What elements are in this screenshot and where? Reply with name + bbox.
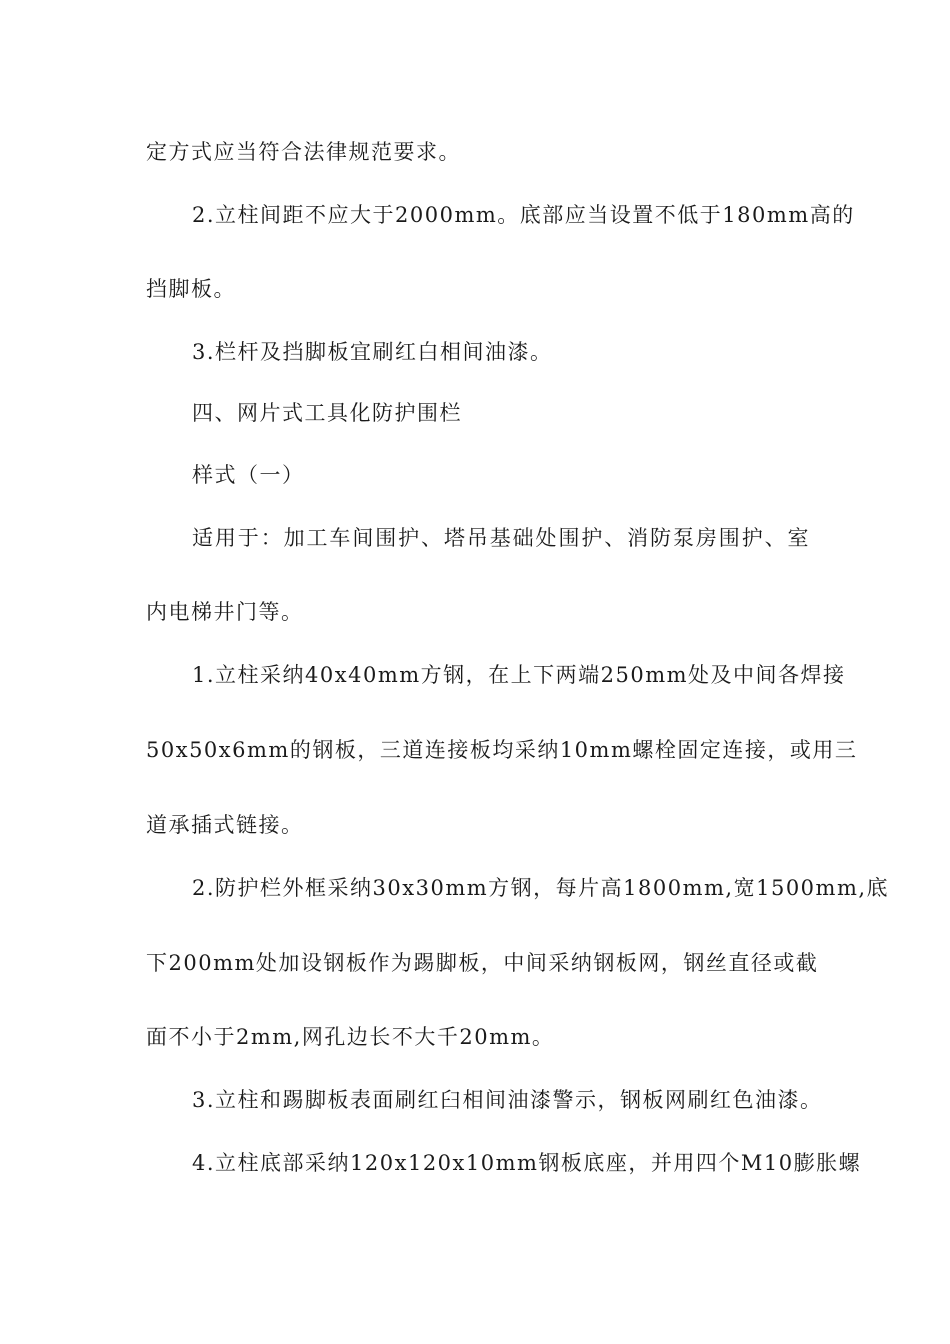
style-subheading: 样式（一） xyxy=(192,463,305,487)
section-heading: 四、网片式工具化防护围栏 xyxy=(192,401,462,425)
text-line-10: 50x50x6mm的钢板，三道连接板均采纳10mm螺栓固定连接，或用三 xyxy=(146,738,858,762)
text-line-3: 挡脚板。 xyxy=(146,277,236,301)
text-line-9: 1.立柱采纳40x40mm方钢，在上下两端250mm处及中间各焊接 xyxy=(192,663,846,687)
text-line-16: 4.立柱底部采纳120x120x10mm钢板底座，并用四个M10膨胀螺 xyxy=(192,1151,862,1175)
text-line-4: 3.栏杆及挡脚板宜刷红白相间油漆。 xyxy=(192,340,553,364)
text-line-14: 面不小于2mm,网孔边长不大千20mm。 xyxy=(146,1025,555,1049)
text-line-8: 内电梯井门等。 xyxy=(146,600,304,624)
text-line-7: 适用于：加工车间围护、塔吊基础处围护、消防泵房围护、室 xyxy=(192,526,810,550)
text-line-2: 2.立柱间距不应大于2000mm。底部应当设置不低于180mm高的 xyxy=(192,203,855,227)
text-line-12: 2.防护栏外框采纳30x30mm方钢，每片高1800mm,宽1500mm,底 xyxy=(192,876,890,900)
text-line-11: 道承插式链接。 xyxy=(146,813,304,837)
text-line-1: 定方式应当符合法律规范要求。 xyxy=(146,140,461,164)
text-line-13: 下200mm处加设钢板作为踢脚板，中间采纳钢板网，钢丝直径或截 xyxy=(146,951,819,975)
text-line-15: 3.立柱和踢脚板表面刷红臼相间油漆警示，钢板网刷红色油漆。 xyxy=(192,1088,823,1112)
